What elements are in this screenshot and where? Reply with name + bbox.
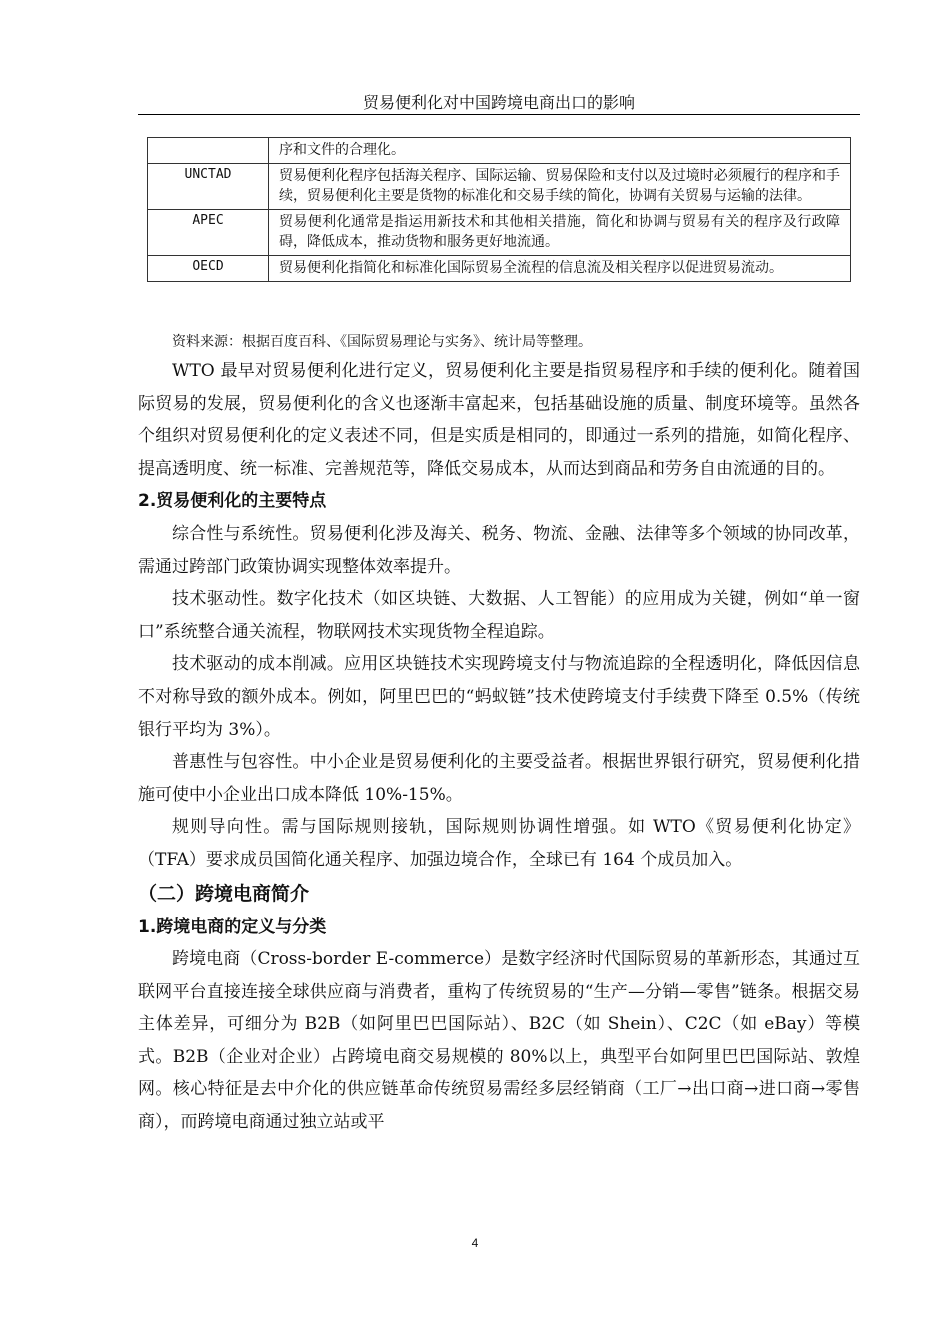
body-text (138, 355, 860, 1139)
running-header: 贸易便利化对中国跨境电商出口的影响 (138, 92, 860, 115)
paragraph: 技术驱动性。数字化技术（如区块链、大数据、人工智能）的应用成为关键，例如“单一窗口”系统整合通关流程，物联网技术实现货物全程追踪。 (138, 589, 860, 642)
definition-table (147, 137, 851, 282)
definition-cell: 序和文件的合理化。 (269, 138, 851, 164)
org-cell (148, 138, 269, 164)
org-cell: APEC (148, 210, 269, 256)
table-row (148, 164, 851, 210)
table-row (148, 138, 851, 164)
source-note: 资料来源：根据百度百科、《国际贸易理论与实务》、统计局等整理。 (172, 334, 592, 350)
org-cell: OECD (148, 256, 269, 282)
definition-cell: 贸易便利化通常是指运用新技术和其他相关措施，简化和协调与贸易有关的程序及行政障碍，降低成本，推动货物和服务更好地流通。 (269, 210, 851, 256)
paragraph: 综合性与系统性。贸易便利化涉及海关、税务、物流、金融、法律等多个领域的协同改革，需通过跨部门政策协调实现整体效率提升。 (138, 523, 860, 577)
table-row (148, 256, 851, 282)
section-heading: （二）跨境电商简介 (138, 882, 310, 905)
subheading: 1.跨境电商的定义与分类 (138, 916, 327, 937)
paragraph: 普惠性与包容性。中小企业是贸易便利化的主要受益者。根据世界银行研究，贸易便利化措施可使中小企业出口成本降低 10%-15%。 (138, 752, 860, 805)
paragraph: 规则导向性。需与国际规则接轨，国际规则协调性增强。如 WTO《贸易便利化协定》（TFA）要求成员国简化通关程序、加强边境合作，全球已有 164 个成员加入。 (138, 817, 860, 870)
definition-cell: 贸易便利化指简化和标准化国际贸易全流程的信息流及相关程序以促进贸易流动。 (269, 256, 851, 282)
paragraph: WTO 最早对贸易便利化进行定义，贸易便利化主要是指贸易程序和手续的便利化。随着国际贸易的发展，贸易便利化的含义也逐渐丰富起来，包括基础设施的质量、制度环境等。虽然各个组织对贸易便利化的定义表述不同，但是实质是相同的，即通过一系列的措施，如简化程序、提高透明度、统一标准、完善规范等，降低交易成本，从而达到商品和劳务自由流通的目的。 (138, 361, 860, 479)
definition-cell: 贸易便利化程序包括海关程序、国际运输、贸易保险和支付以及过境时必须履行的程序和手续，贸易便利化主要是货物的标准化和交易手续的简化，协调有关贸易与运输的法律。 (269, 164, 851, 210)
paragraph: 技术驱动的成本削减。应用区块链技术实现跨境支付与物流追踪的全程透明化，降低因信息不对称导致的额外成本。例如，阿里巴巴的“蚂蚁链”技术使跨境支付手续费下降至 0.5%（传统银行平均为 3%）。 (138, 654, 860, 740)
org-cell: UNCTAD (148, 164, 269, 210)
page-number: 4 (471, 1236, 479, 1250)
subheading: 2.贸易便利化的主要特点 (138, 491, 327, 512)
paragraph: 跨境电商（Cross-border E-commerce）是数字经济时代国际贸易的革新形态，其通过互联网平台直接连接全球供应商与消费者，重构了传统贸易的“生产—分销—零售”链条。根据交易主体差异，可细分为 B2B（如阿里巴巴国际站）、B2C（如 Shein）、C2C（如 eBay）等模式。B2B（企业对企业）占跨境电商交易规模的 80%以上，典型平台如阿里巴巴国际站、敦煌网。核心特征是去中介化的供应链革命传统贸易需经多层经销商（工厂→出口商→进口商→零售商），而跨境电商通过独立站或平 (138, 949, 860, 1133)
table-row (148, 210, 851, 256)
